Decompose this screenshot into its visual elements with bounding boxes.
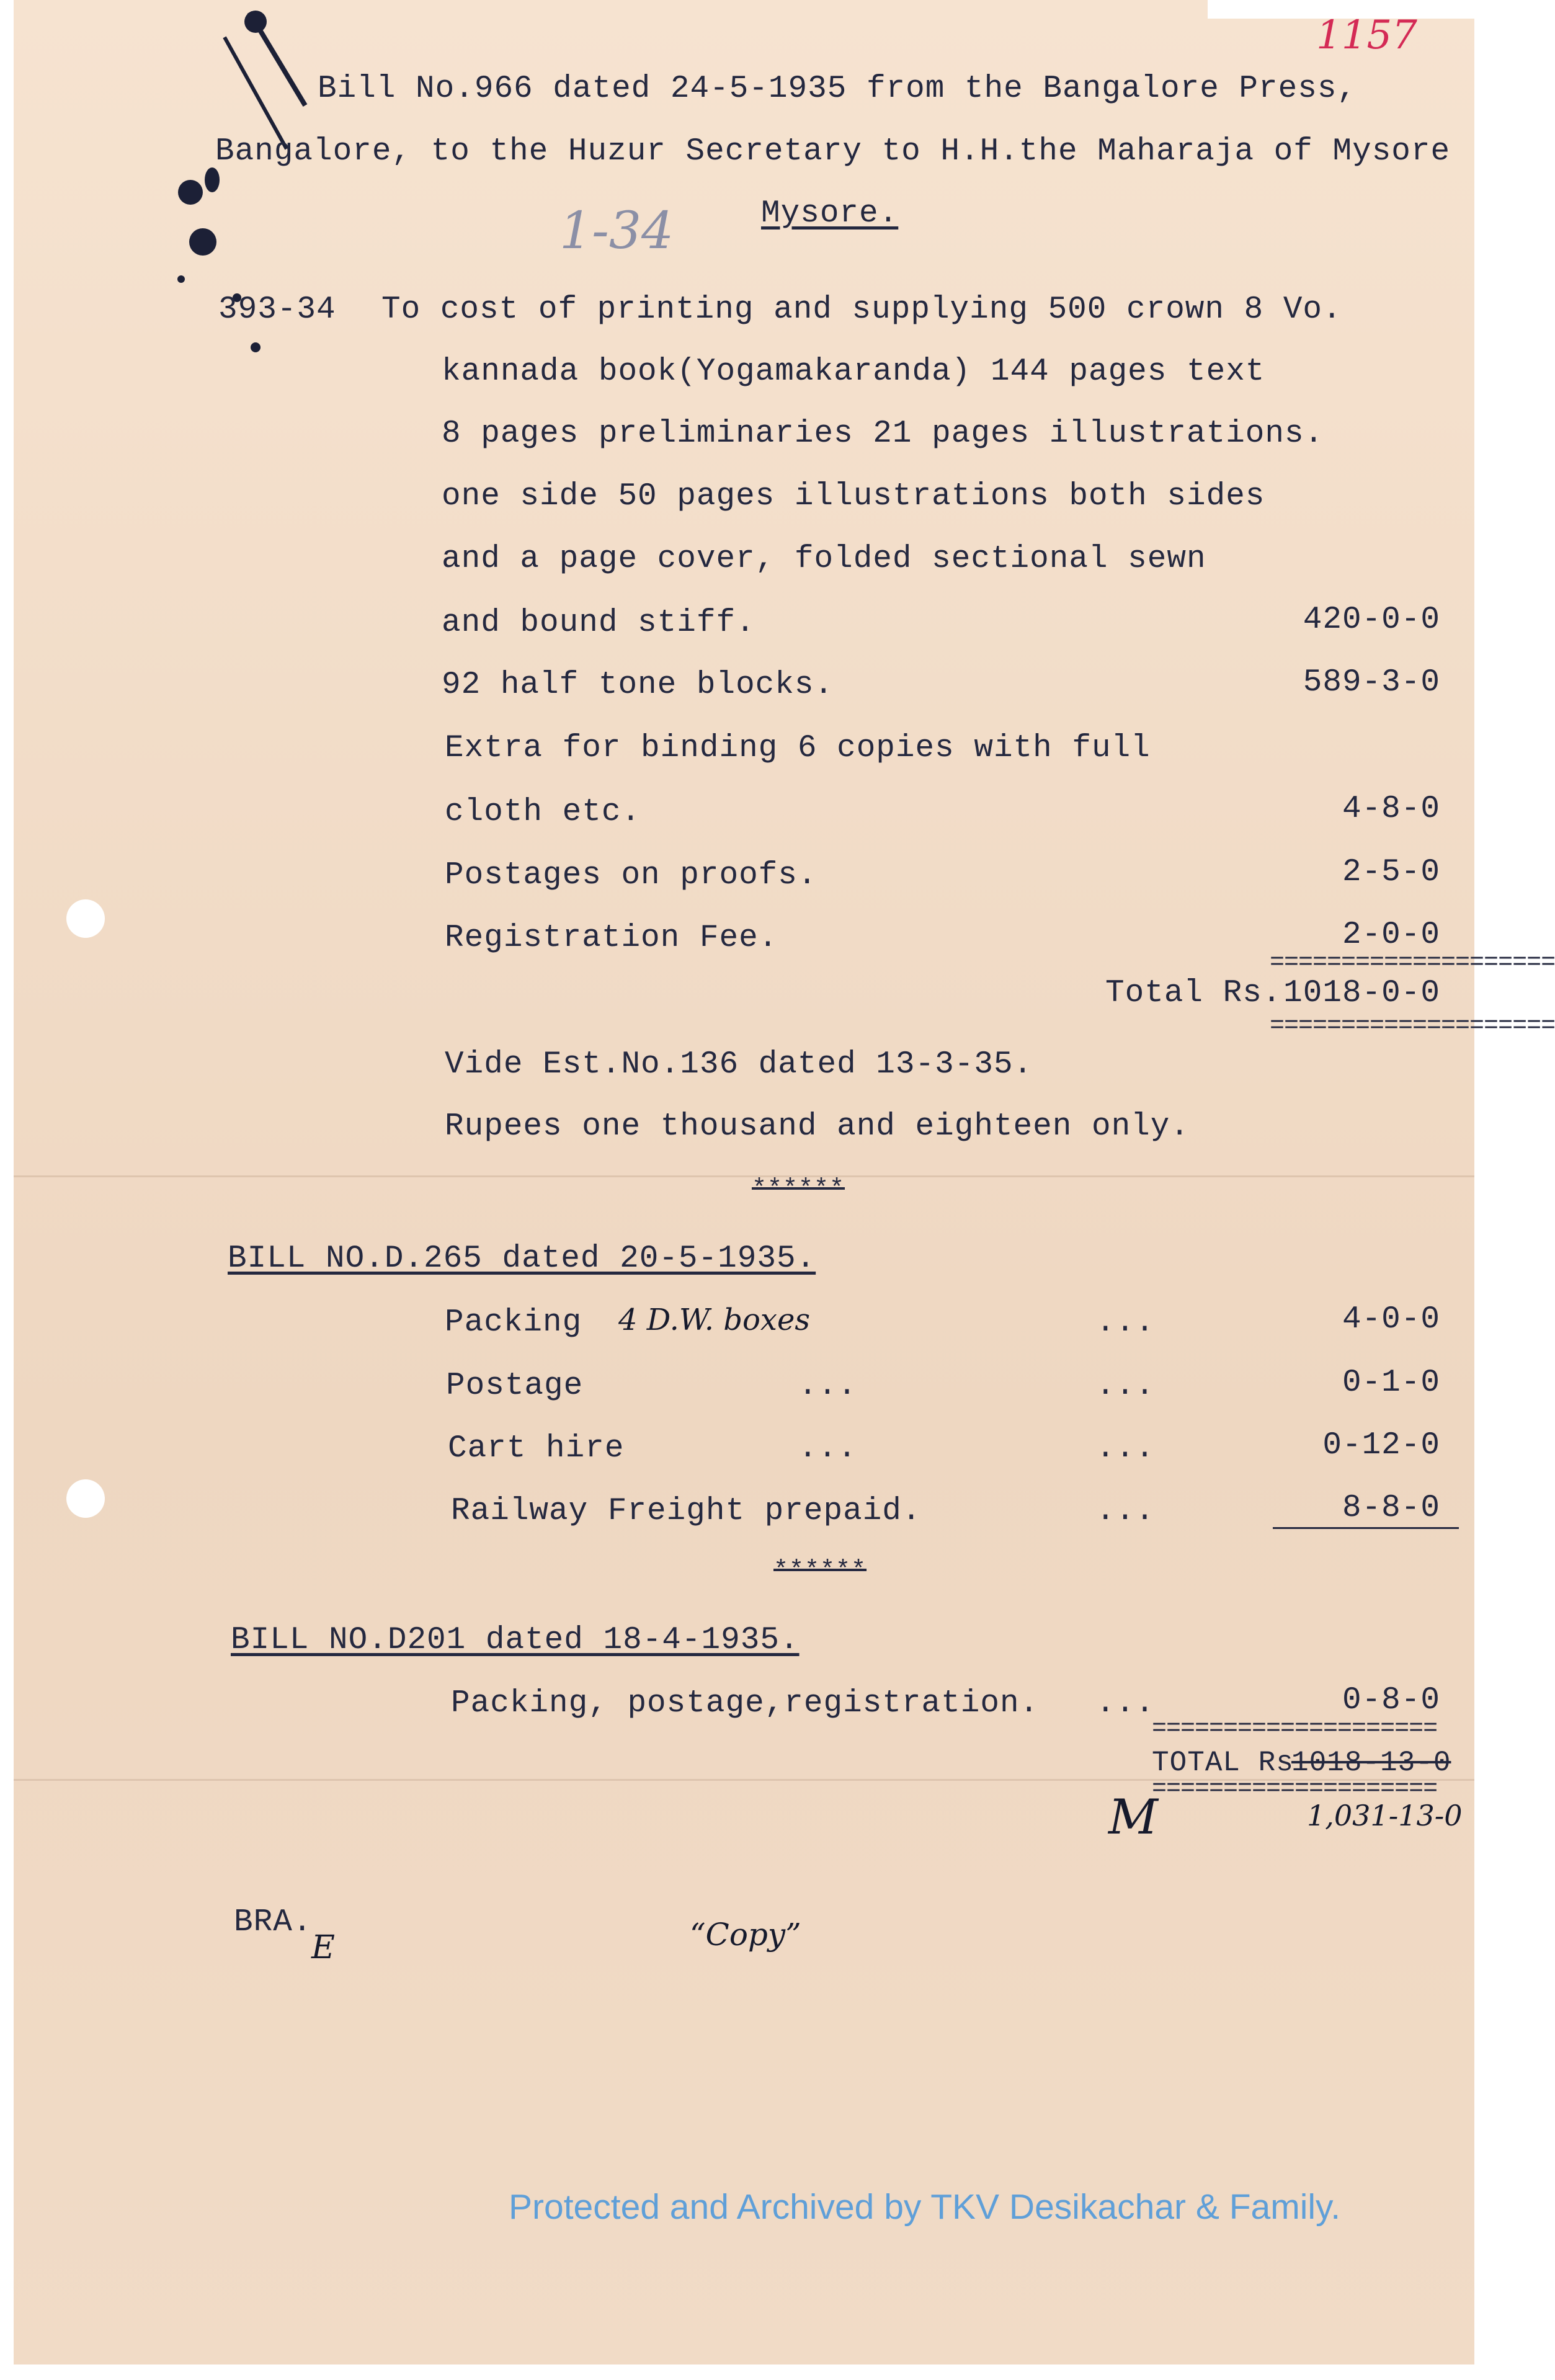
section-separator: ****** [752,1175,845,1203]
line-item-amount: 2-5-0 [1342,855,1440,890]
double-rule: ==================== [1152,1715,1438,1743]
line-item-amount: 4-8-0 [1342,791,1440,827]
header-line-2: Bangalore, to the Huzur Secretary to H.H.the Maharaja of Mysore [215,134,1451,169]
leader-dots: ... [798,1368,857,1404]
corner-folio-mark: 1157 [1316,12,1417,58]
leader-dots: ... [1096,1305,1155,1340]
leader-dots: ... [1096,1686,1155,1721]
initials-signature: M [1108,1789,1158,1845]
line-item-label: Cart hire [448,1431,625,1466]
line-item-label: Packing, postage,registration. [451,1686,1040,1721]
line-item-amount: 0-1-0 [1342,1365,1440,1401]
leader-dots: ... [798,1431,857,1466]
total-amount: 1018-0-0 [1283,976,1440,1011]
description-line: 8 pages preliminaries 21 pages illustrations. [442,416,1324,452]
line-item-label: cloth etc. [445,795,641,830]
line-item-amount: 4-0-0 [1342,1302,1440,1337]
description-line: To cost of printing and supplying 500 crown 8 Vo. [381,292,1342,328]
bill-heading: BILL NO.D201 dated 18-4-1935. [231,1623,800,1658]
leader-dots: ... [1096,1368,1155,1404]
line-item-label: and bound stiff. [442,605,755,641]
grand-total-label: TOTAL Rs [1152,1747,1294,1779]
line-item-amount: 2-0-0 [1342,917,1440,953]
line-item-amount: 0-8-0 [1342,1683,1440,1718]
section-separator: ****** [773,1557,867,1585]
double-rule: ==================== [1270,1012,1555,1040]
archive-watermark: Protected and Archived by TKV Desikachar & Family. [509,2187,1341,2227]
line-item-label: Registration Fee. [445,920,778,956]
leader-dots: ... [1096,1494,1155,1529]
double-rule: ==================== [1270,949,1555,977]
bill-heading: BILL NO.D.265 dated 20-5-1935. [228,1241,816,1277]
line-item-label: Postage [446,1368,584,1404]
line-item-label: Extra for binding 6 copies with full [445,731,1151,766]
total-label: Total Rs. [1105,976,1282,1011]
leader-dots: ... [1096,1431,1155,1466]
document-page [14,0,1555,2364]
description-line: kannada book(Yogamakaranda) 144 pages text [442,354,1265,390]
punch-hole [66,899,105,938]
line-item-label: 92 half tone blocks. [442,667,834,703]
bra-initial: E [311,1929,335,1966]
underline-rule [1273,1527,1459,1529]
handwritten-note: 4 D.W. boxes [618,1303,811,1337]
header-line-3: Mysore. [761,196,899,231]
amount-in-words: Rupees one thousand and eighteen only. [445,1109,1190,1144]
bill-ref-number: 393-34 [218,292,336,328]
line-item-label: Postages on proofs. [445,858,818,893]
description-line: one side 50 pages illustrations both sides [442,479,1265,514]
grand-total-struck-amount: 1018-13-0 [1291,1747,1451,1779]
corrected-total: 1,031-13-0 [1307,1799,1463,1832]
description-line: and a page cover, folded sectional sewn [442,542,1206,577]
line-item-label: Railway Freight prepaid. [451,1494,922,1529]
handwritten-folio: 1-34 [559,202,674,261]
punch-hole [66,1479,105,1518]
double-rule: ==================== [1152,1775,1438,1803]
fold-line [14,1175,1474,1177]
header-line-1: Bill No.966 dated 24-5-1935 from the Bangalore Press, [318,71,1357,107]
bra-mark: BRA. [234,1905,313,1940]
line-item-label: Packing [445,1305,582,1340]
copy-note: “Copy” [690,1917,801,1953]
line-item-amount: 589-3-0 [1303,665,1440,700]
line-item-amount: 420-0-0 [1303,602,1440,638]
line-item-amount: 0-12-0 [1322,1428,1440,1463]
line-item-amount: 8-8-0 [1342,1491,1440,1526]
estimate-reference: Vide Est.No.136 dated 13-3-35. [445,1047,1033,1082]
